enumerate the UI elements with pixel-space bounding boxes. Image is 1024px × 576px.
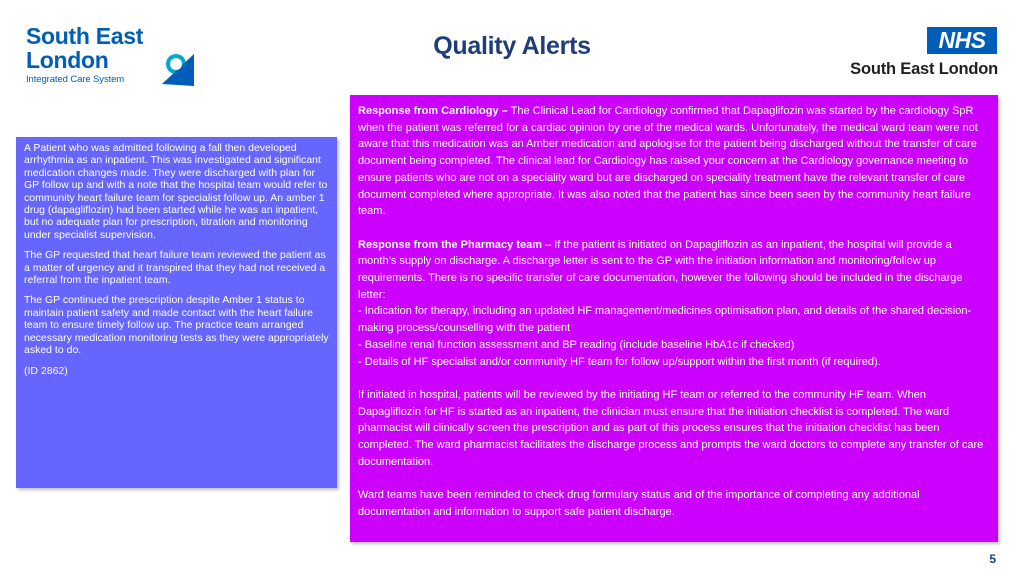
nhs-logo-badge: NHS xyxy=(927,27,997,54)
pharmacy-item-3: - Details of HF specialist and/or community HF team for follow up/support within the first month (if required). xyxy=(358,355,881,368)
cardiology-response xyxy=(358,103,990,220)
case-paragraph-2: The GP requested that heart failure team reviewed the patient as a matter of urgency and it transpired that they had not received a referral from the inpatient team. xyxy=(24,249,326,287)
logo-line-2: London xyxy=(26,47,109,73)
cardiology-response-text: The Clinical Lead for Cardiology confirmed that Dapaglifozin was started by the cardiology SpR when the patient was referred for a cardiac opinion by one of the medical wards. Unfortunately, the medical ward team were not aware that this medication was an Amber medication and apologise for the patient being discharged without the transfer of care document being completed. The clinical lead for Cardiology has raised your concern at the Cardiology governance meeting to ensure patients who are not on a speciality ward but are discharged on speciality treatment have the relevant transfer of care document completed where appropriate. It was also noted that the patient has since been seen by the community heart failure team. xyxy=(358,105,978,218)
pharmacy-response-heading: Response from the Pharmacy team xyxy=(358,238,543,251)
responses-panel xyxy=(350,95,998,542)
pharmacy-item-1: - Indication for therapy, including an updated HF management/medicines optimisation plan, and details of the shared decision-making process/counselling with the patient xyxy=(358,305,972,335)
pharmacy-item-2: - Baseline renal function assessment and BP reading (include baseline HbA1c if checked) xyxy=(358,338,795,351)
case-paragraph-3: The GP continued the prescription despite Amber 1 status to maintain patient safety and made contact with the heart failure team to ensure timely follow up. The practice team arranged necessary medication monitoring tests as they were appropriately asked to do. xyxy=(24,294,329,357)
ward-teams-paragraph: Ward teams have been reminded to check drug formulary status and of the importance of completing any additional documentation and information to support safe patient discharge. xyxy=(358,489,920,518)
nhs-logo-subtitle: South East London xyxy=(850,60,998,78)
pharmacy-response-text: – If the patient is initiated on Dapagliflozin as an inpatient, the hospital will provide a month’s supply on discharge. A discharge letter is sent to the GP with the initiation information and monitoring/follow up requirements. There is no specific transfer of care documentation, however the following should be included in the discharge letter: xyxy=(358,238,963,301)
page-number: 5 xyxy=(989,552,996,566)
cardiology-response-heading: Response from Cardiology – xyxy=(358,105,508,117)
case-id: (ID 2862) xyxy=(24,364,68,377)
hospital-initiation-paragraph: If initiated in hospital, patients will be reviewed by the initiating HF team or referred to the community HF team. When Dapagliflozin for HF is started as an inpatient, the clinician must ensure that the initiation checklist is completed. The ward pharmacist will clinically screen the prescription and as part of this process ensures that the initiation checklist has been completed. The ward pharmacist facilitates the discharge process and prompts the ward doctors to complete any transfer of care documentation. xyxy=(358,388,984,468)
logo-line-1: South East xyxy=(26,23,144,49)
case-paragraph-1: A Patient who was admitted following a fall then developed arrhythmia as an inpatient. This was investigated and significant medication changes made. They were discharged with plan for GP follow up and with a note that the hospital team would refer to community heart failure team for specialist follow up. An amber 1 drug (dapagliflozin) had been started while he was an inpatient, but no adequate plan for prescription, titration and monitoring under specialist supervision. xyxy=(24,142,328,241)
pharmacy-response xyxy=(358,237,990,304)
case-description-panel xyxy=(16,137,337,488)
logo-line-3: Integrated Care System xyxy=(26,74,125,85)
page-title: Quality Alerts xyxy=(433,32,591,60)
